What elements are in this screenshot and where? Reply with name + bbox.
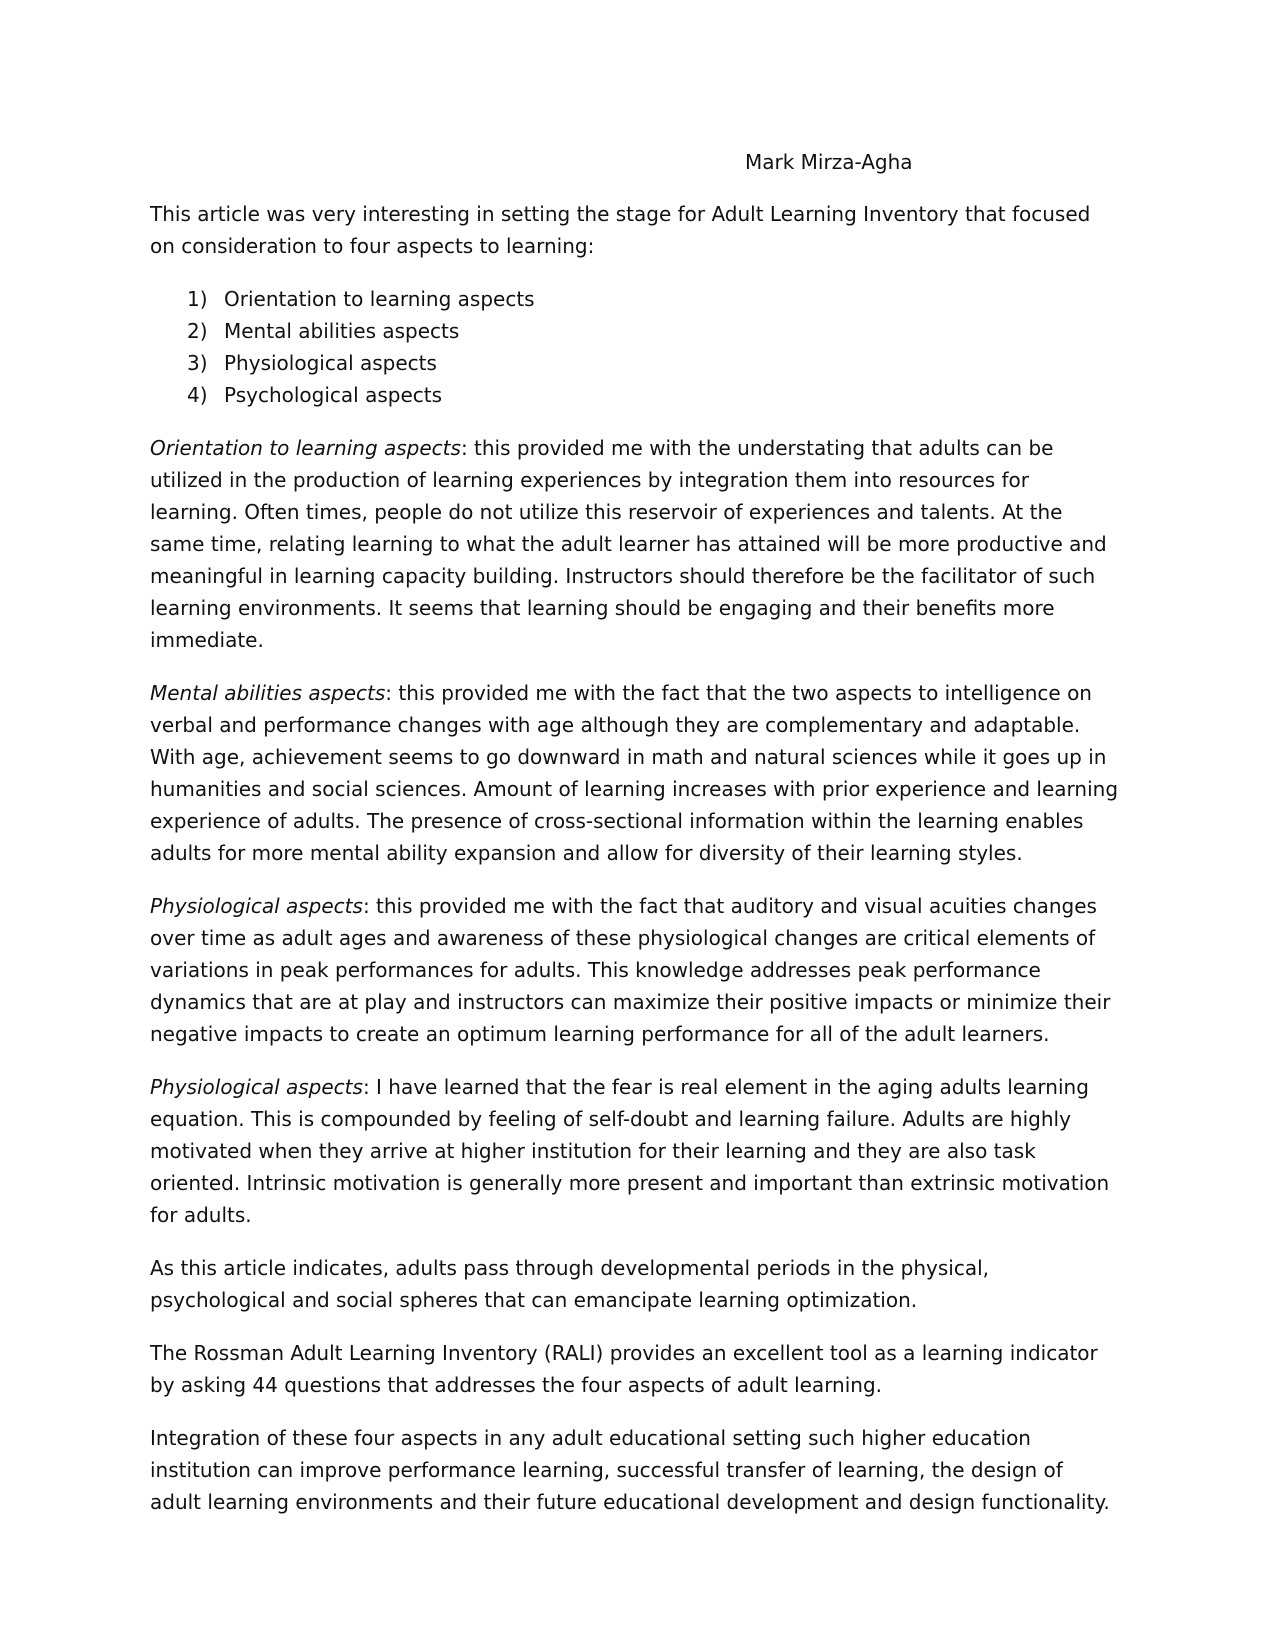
integration-paragraph: Integration of these four aspects in any adult educational setting such higher education institution can improve performance learning, successful transfer of learning, the design of adult learning environments and their future educational development and design functionality. [150,1426,1110,1514]
list-item [187,347,1120,379]
section-physiological-paragraph [150,890,1120,1050]
section-lead: Orientation to learning aspects [150,436,461,460]
list-item-number: 1) [187,287,208,311]
list-item [187,283,1120,315]
list-item [187,379,1120,411]
section-lead: Physiological aspects [150,1075,363,1099]
section-lead: Physiological aspects [150,894,363,918]
aspects-list [150,283,1120,411]
intro-paragraph: This article was very interesting in setting the stage for Adult Learning Inventory that focused on consideration to four aspects to learning: [150,202,1091,258]
author-name: Mark Mirza-Agha [745,150,913,174]
list-item-number: 4) [187,383,208,407]
section-text: : this provided me with the fact that the two aspects to intelligence on verbal and performance changes with age although they are complementary and adaptable. With age, achievement seems to go downward in math and natural sciences while it goes up in humanities and social sciences. Amount of learning increases with prior experience and learning experience of adults. The presence of cross-sectional information within the learning enables adults for more mental ability expansion and allow for diversity of their learning styles. [150,681,1119,865]
list-item-number: 3) [187,351,208,375]
document-body [150,198,1120,1539]
section-text: : I have learned that the fear is real element in the aging adults learning equation. This is compounded by feeling of self-doubt and learning failure. Adults are highly motivated when they arrive at higher institution for their learning and they are also task oriented. Intrinsic motivation is generally more present and important than extrinsic motivation for adults. [150,1075,1110,1227]
list-item-label: Physiological aspects [224,351,437,375]
list-item-label: Orientation to learning aspects [224,287,535,311]
section-psychological-paragraph [150,1071,1120,1231]
list-item-number: 2) [187,319,208,343]
list-item [187,315,1120,347]
list-item-label: Mental abilities aspects [224,319,460,343]
rali-paragraph: The Rossman Adult Learning Inventory (RALI) provides an excellent tool as a learning indicator by asking 44 questions that addresses the four aspects of adult learning. [150,1341,1098,1397]
list-item-label: Psychological aspects [224,383,443,407]
section-text: : this provided me with the understating that adults can be utilized in the production of learning experiences by integration them into resources for learning. Often times, people do not utilize this reservoir of experiences and talents. At the same time, relating learning to what the adult learner has attained will be more productive and meaningful in learning capacity building. Instructors should therefore be the facilitator of such learning environments. It seems that learning should be engaging and their benefits more immediate. [150,436,1107,652]
section-orientation-paragraph [150,432,1120,656]
closing-paragraph: As this article indicates, adults pass through developmental periods in the physical, psychological and social spheres that can emancipate learning optimization. [150,1256,990,1312]
section-mental-abilities-paragraph [150,677,1120,869]
section-text: : this provided me with the fact that auditory and visual acuities changes over time as adult ages and awareness of these physiological changes are critical elements of variations in peak performances for adults. This knowledge addresses peak performance dynamics that are at play and instructors can maximize their positive impacts or minimize their negative impacts to create an optimum learning performance for all of the adult learners. [150,894,1111,1046]
section-lead: Mental abilities aspects [150,681,386,705]
